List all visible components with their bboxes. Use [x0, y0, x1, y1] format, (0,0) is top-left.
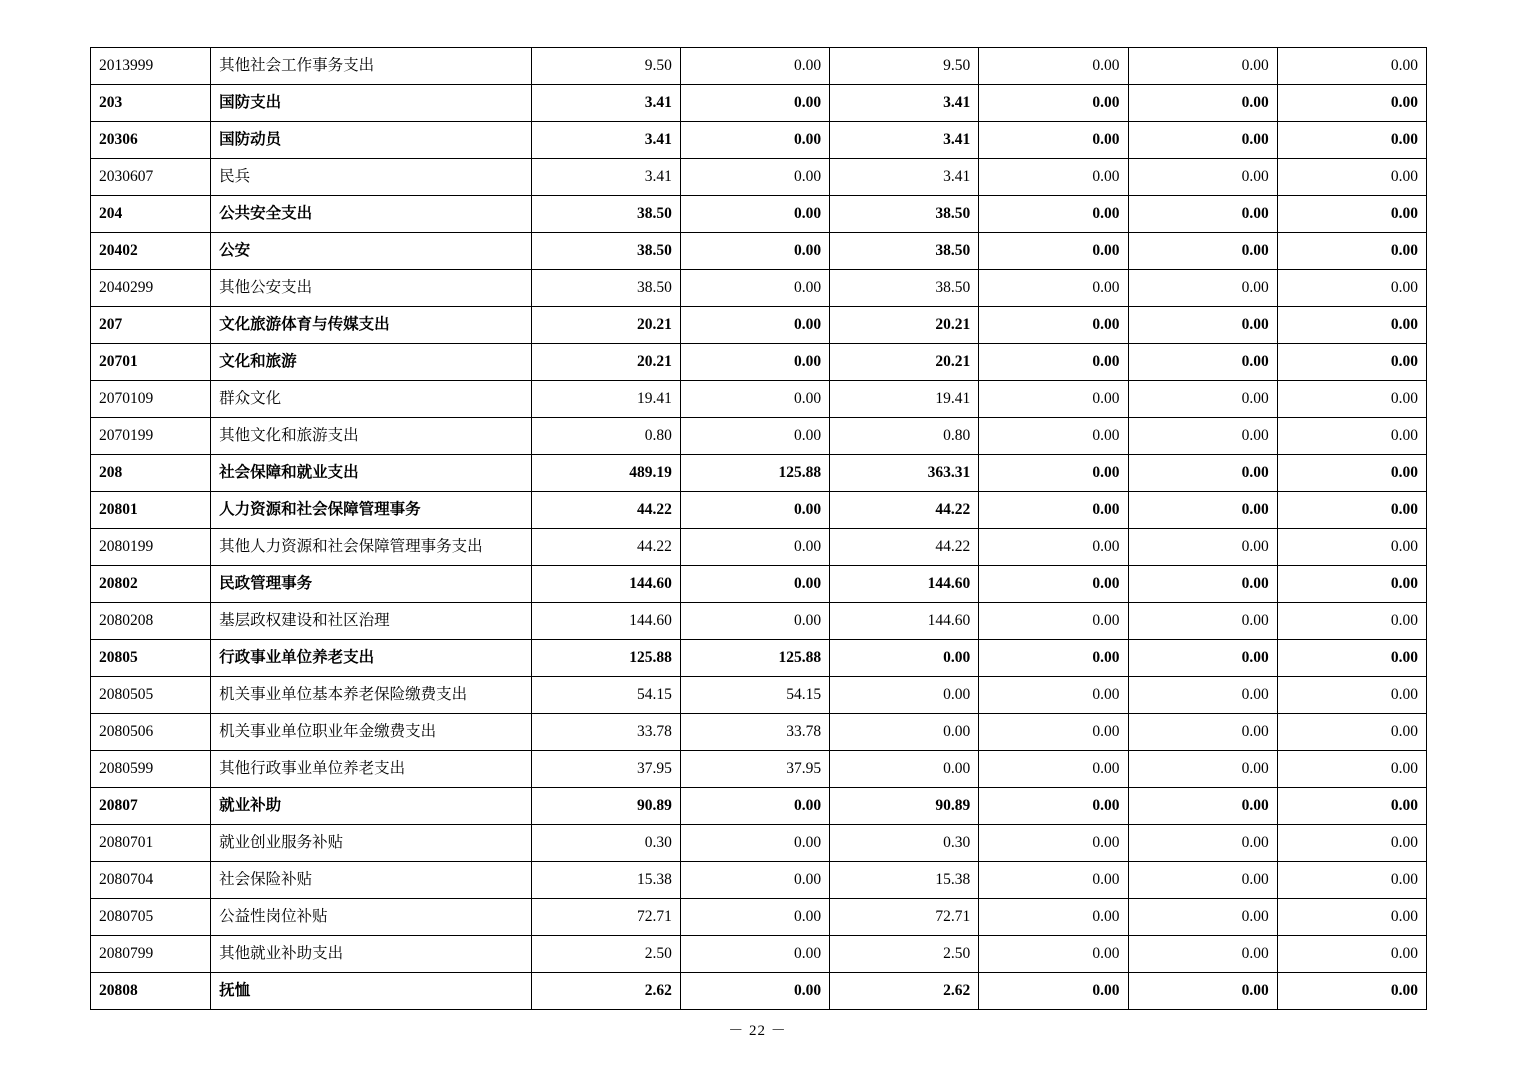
- row-value-col4: 15.38: [830, 862, 979, 899]
- row-item-name: 基层政权建设和社区治理: [211, 603, 531, 640]
- row-item-name: 公益性岗位补贴: [211, 899, 531, 936]
- row-value-col7: 0.00: [1277, 85, 1426, 122]
- row-value-col4: 144.60: [830, 603, 979, 640]
- row-value-total: 2.62: [531, 973, 680, 1010]
- row-value-col5: 0.00: [979, 233, 1128, 270]
- row-value-col6: 0.00: [1128, 751, 1277, 788]
- row-value-col5: 0.00: [979, 714, 1128, 751]
- row-value-col6: 0.00: [1128, 159, 1277, 196]
- row-value-col5: 0.00: [979, 122, 1128, 159]
- row-value-col4: 44.22: [830, 529, 979, 566]
- row-value-col7: 0.00: [1277, 455, 1426, 492]
- row-value-col7: 0.00: [1277, 714, 1426, 751]
- row-value-total: 20.21: [531, 307, 680, 344]
- row-value-col7: 0.00: [1277, 233, 1426, 270]
- row-value-col3: 0.00: [680, 270, 829, 307]
- row-value-col5: 0.00: [979, 196, 1128, 233]
- row-code: 207: [91, 307, 211, 344]
- row-value-col3: 0.00: [680, 85, 829, 122]
- row-value-total: 44.22: [531, 492, 680, 529]
- table-row: [91, 492, 1427, 529]
- row-code: 20402: [91, 233, 211, 270]
- row-code: 20306: [91, 122, 211, 159]
- row-value-col5: 0.00: [979, 936, 1128, 973]
- row-item-name: 行政事业单位养老支出: [211, 640, 531, 677]
- row-value-col5: 0.00: [979, 159, 1128, 196]
- table-row: [91, 159, 1427, 196]
- row-value-col5: 0.00: [979, 862, 1128, 899]
- row-value-col4: 38.50: [830, 270, 979, 307]
- table-row: [91, 825, 1427, 862]
- row-value-col6: 0.00: [1128, 85, 1277, 122]
- row-value-col3: 0.00: [680, 344, 829, 381]
- row-code: 203: [91, 85, 211, 122]
- table-row: [91, 640, 1427, 677]
- row-code: 20802: [91, 566, 211, 603]
- table-row: [91, 899, 1427, 936]
- row-item-name: 公共安全支出: [211, 196, 531, 233]
- row-value-col5: 0.00: [979, 788, 1128, 825]
- row-item-name: 群众文化: [211, 381, 531, 418]
- table-row: [91, 122, 1427, 159]
- row-code: 2080799: [91, 936, 211, 973]
- row-value-col4: 19.41: [830, 381, 979, 418]
- row-value-col6: 0.00: [1128, 270, 1277, 307]
- row-item-name: 抚恤: [211, 973, 531, 1010]
- row-value-col5: 0.00: [979, 973, 1128, 1010]
- row-value-col6: 0.00: [1128, 307, 1277, 344]
- row-value-col7: 0.00: [1277, 936, 1426, 973]
- row-value-col3: 37.95: [680, 751, 829, 788]
- row-value-col5: 0.00: [979, 418, 1128, 455]
- row-value-col3: 0.00: [680, 159, 829, 196]
- row-value-col5: 0.00: [979, 270, 1128, 307]
- row-value-total: 9.50: [531, 48, 680, 85]
- row-value-col6: 0.00: [1128, 418, 1277, 455]
- row-item-name: 其他就业补助支出: [211, 936, 531, 973]
- row-item-name: 文化和旅游: [211, 344, 531, 381]
- row-value-col4: 72.71: [830, 899, 979, 936]
- row-value-col7: 0.00: [1277, 381, 1426, 418]
- row-value-total: 0.80: [531, 418, 680, 455]
- row-item-name: 国防动员: [211, 122, 531, 159]
- row-value-col6: 0.00: [1128, 344, 1277, 381]
- row-value-col7: 0.00: [1277, 529, 1426, 566]
- row-value-total: 90.89: [531, 788, 680, 825]
- row-value-col3: 0.00: [680, 973, 829, 1010]
- row-value-col6: 0.00: [1128, 196, 1277, 233]
- row-item-name: 就业创业服务补贴: [211, 825, 531, 862]
- row-value-col7: 0.00: [1277, 492, 1426, 529]
- row-value-col4: 0.00: [830, 714, 979, 751]
- row-value-col4: 90.89: [830, 788, 979, 825]
- row-code: 2070199: [91, 418, 211, 455]
- row-value-col3: 0.00: [680, 48, 829, 85]
- table-row: [91, 455, 1427, 492]
- row-item-name: 社会保障和就业支出: [211, 455, 531, 492]
- table-row: [91, 677, 1427, 714]
- row-value-col4: 0.80: [830, 418, 979, 455]
- row-value-col3: 0.00: [680, 825, 829, 862]
- row-value-col3: 0.00: [680, 418, 829, 455]
- row-value-total: 144.60: [531, 566, 680, 603]
- row-value-col6: 0.00: [1128, 899, 1277, 936]
- row-code: 2080506: [91, 714, 211, 751]
- row-value-total: 125.88: [531, 640, 680, 677]
- row-value-col6: 0.00: [1128, 640, 1277, 677]
- row-value-total: 3.41: [531, 159, 680, 196]
- table-row: [91, 529, 1427, 566]
- row-value-col3: 0.00: [680, 936, 829, 973]
- row-code: 2080208: [91, 603, 211, 640]
- row-value-total: 72.71: [531, 899, 680, 936]
- row-value-col3: 54.15: [680, 677, 829, 714]
- row-value-col4: 2.50: [830, 936, 979, 973]
- row-value-col7: 0.00: [1277, 677, 1426, 714]
- row-value-total: 3.41: [531, 122, 680, 159]
- row-code: 2080199: [91, 529, 211, 566]
- row-value-col5: 0.00: [979, 307, 1128, 344]
- table-row: [91, 714, 1427, 751]
- row-value-col4: 0.30: [830, 825, 979, 862]
- table-row: [91, 418, 1427, 455]
- row-value-col3: 33.78: [680, 714, 829, 751]
- row-value-total: 2.50: [531, 936, 680, 973]
- row-value-col4: 44.22: [830, 492, 979, 529]
- row-value-col5: 0.00: [979, 492, 1128, 529]
- table-body: [91, 48, 1427, 1010]
- row-code: 20801: [91, 492, 211, 529]
- row-code: 20808: [91, 973, 211, 1010]
- row-item-name: 就业补助: [211, 788, 531, 825]
- row-value-total: 144.60: [531, 603, 680, 640]
- row-value-col3: 0.00: [680, 233, 829, 270]
- row-value-col3: 0.00: [680, 529, 829, 566]
- table-row: [91, 307, 1427, 344]
- row-value-col5: 0.00: [979, 48, 1128, 85]
- row-value-col3: 125.88: [680, 640, 829, 677]
- row-value-total: 37.95: [531, 751, 680, 788]
- row-value-col4: 9.50: [830, 48, 979, 85]
- row-item-name: 其他公安支出: [211, 270, 531, 307]
- row-item-name: 其他人力资源和社会保障管理事务支出: [211, 529, 531, 566]
- row-value-col7: 0.00: [1277, 751, 1426, 788]
- row-value-col4: 3.41: [830, 85, 979, 122]
- table-row: [91, 751, 1427, 788]
- row-value-col6: 0.00: [1128, 233, 1277, 270]
- row-value-col3: 0.00: [680, 862, 829, 899]
- row-value-col7: 0.00: [1277, 899, 1426, 936]
- row-value-col5: 0.00: [979, 603, 1128, 640]
- row-value-col7: 0.00: [1277, 825, 1426, 862]
- row-value-col7: 0.00: [1277, 603, 1426, 640]
- row-item-name: 社会保险补贴: [211, 862, 531, 899]
- row-value-col5: 0.00: [979, 751, 1128, 788]
- row-value-col3: 0.00: [680, 122, 829, 159]
- row-value-col6: 0.00: [1128, 381, 1277, 418]
- row-item-name: 人力资源和社会保障管理事务: [211, 492, 531, 529]
- row-value-total: 19.41: [531, 381, 680, 418]
- row-value-col5: 0.00: [979, 344, 1128, 381]
- row-value-total: 0.30: [531, 825, 680, 862]
- row-item-name: 民政管理事务: [211, 566, 531, 603]
- row-value-col3: 125.88: [680, 455, 829, 492]
- row-value-total: 3.41: [531, 85, 680, 122]
- row-value-col5: 0.00: [979, 640, 1128, 677]
- row-item-name: 其他文化和旅游支出: [211, 418, 531, 455]
- row-value-col4: 3.41: [830, 159, 979, 196]
- row-code: 2080505: [91, 677, 211, 714]
- table-row: [91, 48, 1427, 85]
- row-item-name: 文化旅游体育与传媒支出: [211, 307, 531, 344]
- row-value-col6: 0.00: [1128, 122, 1277, 159]
- row-code: 2013999: [91, 48, 211, 85]
- row-value-col4: 38.50: [830, 233, 979, 270]
- row-value-col3: 0.00: [680, 196, 829, 233]
- row-value-col6: 0.00: [1128, 677, 1277, 714]
- table-row: [91, 344, 1427, 381]
- row-item-name: 机关事业单位基本养老保险缴费支出: [211, 677, 531, 714]
- row-code: 2040299: [91, 270, 211, 307]
- table-row: [91, 85, 1427, 122]
- row-value-col3: 0.00: [680, 381, 829, 418]
- row-value-total: 15.38: [531, 862, 680, 899]
- row-value-col3: 0.00: [680, 603, 829, 640]
- row-value-col6: 0.00: [1128, 936, 1277, 973]
- row-value-col4: 20.21: [830, 307, 979, 344]
- row-value-col7: 0.00: [1277, 973, 1426, 1010]
- row-value-col4: 2.62: [830, 973, 979, 1010]
- row-value-col4: 0.00: [830, 640, 979, 677]
- row-value-col4: 144.60: [830, 566, 979, 603]
- row-code: 2030607: [91, 159, 211, 196]
- row-code: 208: [91, 455, 211, 492]
- row-value-col5: 0.00: [979, 566, 1128, 603]
- row-value-total: 44.22: [531, 529, 680, 566]
- row-value-col5: 0.00: [979, 85, 1128, 122]
- row-value-col7: 0.00: [1277, 196, 1426, 233]
- row-value-col5: 0.00: [979, 677, 1128, 714]
- budget-expenditure-table: [90, 47, 1427, 1010]
- row-value-col7: 0.00: [1277, 788, 1426, 825]
- row-code: 2080704: [91, 862, 211, 899]
- row-value-col4: 0.00: [830, 677, 979, 714]
- row-value-col5: 0.00: [979, 899, 1128, 936]
- row-value-col6: 0.00: [1128, 714, 1277, 751]
- row-item-name: 其他行政事业单位养老支出: [211, 751, 531, 788]
- row-code: 2080705: [91, 899, 211, 936]
- row-value-col6: 0.00: [1128, 455, 1277, 492]
- table-row: [91, 603, 1427, 640]
- table-row: [91, 788, 1427, 825]
- row-value-col5: 0.00: [979, 381, 1128, 418]
- row-code: 2070109: [91, 381, 211, 418]
- table-row: [91, 566, 1427, 603]
- row-value-col3: 0.00: [680, 788, 829, 825]
- row-value-col7: 0.00: [1277, 159, 1426, 196]
- row-code: 204: [91, 196, 211, 233]
- table-row: [91, 973, 1427, 1010]
- table-row: [91, 936, 1427, 973]
- row-value-col4: 3.41: [830, 122, 979, 159]
- row-value-col3: 0.00: [680, 492, 829, 529]
- row-code: 2080701: [91, 825, 211, 862]
- row-value-total: 54.15: [531, 677, 680, 714]
- row-value-col4: 38.50: [830, 196, 979, 233]
- row-item-name: 公安: [211, 233, 531, 270]
- row-value-col4: 363.31: [830, 455, 979, 492]
- row-value-col6: 0.00: [1128, 529, 1277, 566]
- row-value-col4: 0.00: [830, 751, 979, 788]
- row-value-total: 33.78: [531, 714, 680, 751]
- row-value-col7: 0.00: [1277, 418, 1426, 455]
- row-value-col6: 0.00: [1128, 973, 1277, 1010]
- row-value-col7: 0.00: [1277, 270, 1426, 307]
- row-code: 20807: [91, 788, 211, 825]
- table-row: [91, 196, 1427, 233]
- table-row: [91, 270, 1427, 307]
- row-item-name: 民兵: [211, 159, 531, 196]
- row-value-col7: 0.00: [1277, 640, 1426, 677]
- row-value-col5: 0.00: [979, 529, 1128, 566]
- row-value-col3: 0.00: [680, 566, 829, 603]
- row-code: 20701: [91, 344, 211, 381]
- row-value-col7: 0.00: [1277, 344, 1426, 381]
- row-code: 2080599: [91, 751, 211, 788]
- row-value-col6: 0.00: [1128, 788, 1277, 825]
- table-row: [91, 381, 1427, 418]
- row-value-col3: 0.00: [680, 899, 829, 936]
- row-value-total: 489.19: [531, 455, 680, 492]
- row-value-col6: 0.00: [1128, 566, 1277, 603]
- row-value-col3: 0.00: [680, 307, 829, 344]
- row-value-col6: 0.00: [1128, 825, 1277, 862]
- row-value-col6: 0.00: [1128, 48, 1277, 85]
- row-value-total: 20.21: [531, 344, 680, 381]
- row-value-total: 38.50: [531, 270, 680, 307]
- row-item-name: 机关事业单位职业年金缴费支出: [211, 714, 531, 751]
- row-value-col6: 0.00: [1128, 603, 1277, 640]
- table-row: [91, 862, 1427, 899]
- row-item-name: 其他社会工作事务支出: [211, 48, 531, 85]
- row-item-name: 国防支出: [211, 85, 531, 122]
- row-value-total: 38.50: [531, 233, 680, 270]
- row-value-col7: 0.00: [1277, 566, 1426, 603]
- row-value-col6: 0.00: [1128, 492, 1277, 529]
- row-value-col7: 0.00: [1277, 48, 1426, 85]
- row-value-col7: 0.00: [1277, 307, 1426, 344]
- page-number: － 22 －: [728, 1023, 787, 1039]
- row-value-col4: 20.21: [830, 344, 979, 381]
- row-value-total: 38.50: [531, 196, 680, 233]
- row-value-col5: 0.00: [979, 825, 1128, 862]
- table-row: [91, 233, 1427, 270]
- row-code: 20805: [91, 640, 211, 677]
- row-value-col6: 0.00: [1128, 862, 1277, 899]
- row-value-col7: 0.00: [1277, 862, 1426, 899]
- row-value-col7: 0.00: [1277, 122, 1426, 159]
- row-value-col5: 0.00: [979, 455, 1128, 492]
